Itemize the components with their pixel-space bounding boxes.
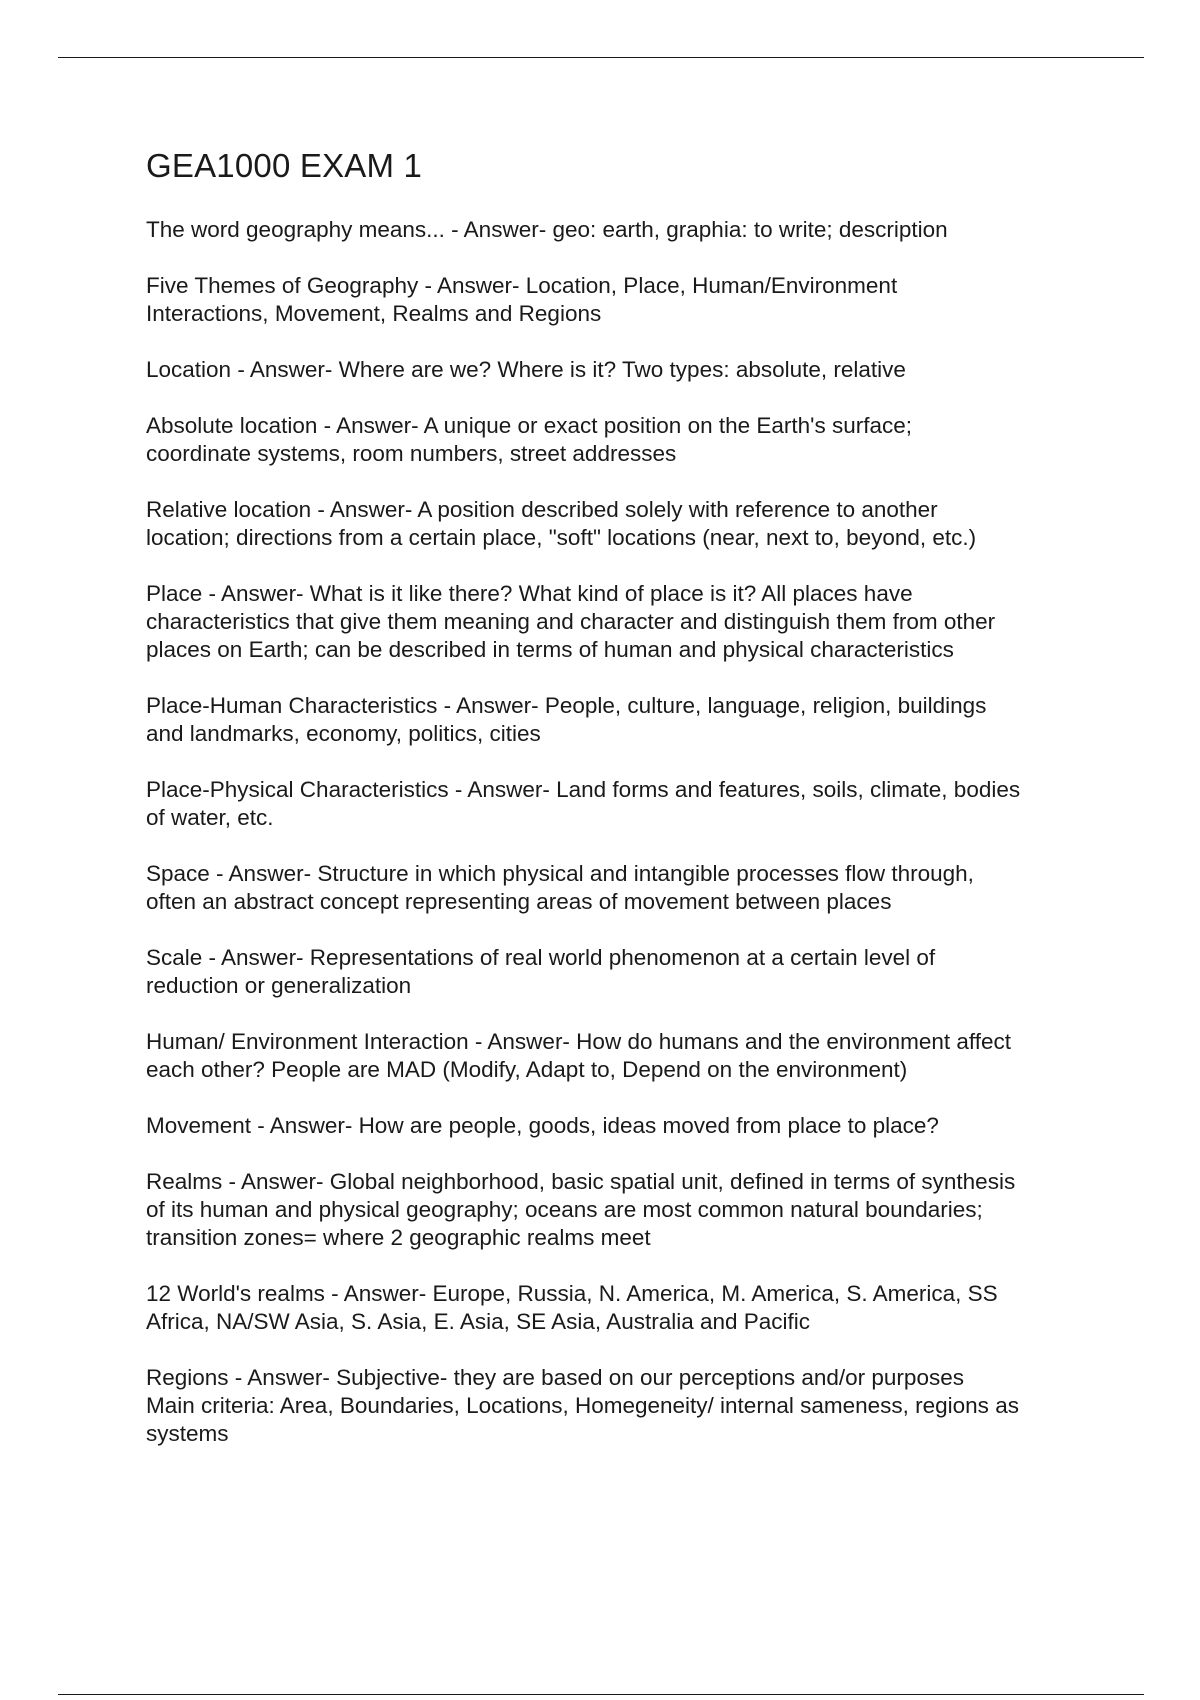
qa-entry: Place-Physical Characteristics - Answer- Land forms and features, soils, climate, bodies of water, etc. xyxy=(146,777,1021,830)
qa-entry: Place - Answer- What is it like there? What kind of place is it? All places have characteristics that give them meaning and character and distinguish them from other places on Earth; can be described in terms of human and physical characteristics xyxy=(146,581,996,662)
qa-entry: Place-Human Characteristics - Answer- People, culture, language, religion, buildings and landmarks, economy, politics, cities xyxy=(146,693,987,746)
document-title: GEA1000 EXAM 1 xyxy=(146,147,423,184)
qa-entry: Realms - Answer- Global neighborhood, basic spatial unit, defined in terms of synthesis of its human and physical geography; oceans are most common natural boundaries; transition zones= where 2 geographic realms meet xyxy=(146,1169,1016,1250)
document-body xyxy=(146,142,1106,1476)
bottom-divider xyxy=(58,1694,1144,1695)
qa-entry: Relative location - Answer- A position described solely with reference to another location; directions from a certain place, "soft" locations (near, next to, beyond, etc.) xyxy=(146,497,977,550)
qa-entry: The word geography means... - Answer- geo: earth, graphia: to write; description xyxy=(146,217,948,242)
top-divider xyxy=(58,57,1144,58)
qa-entry: Location - Answer- Where are we? Where is it? Two types: absolute, relative xyxy=(146,357,906,382)
qa-entry: Five Themes of Geography - Answer- Location, Place, Human/Environment Interactions, Movement, Realms and Regions xyxy=(146,273,898,326)
qa-entry: Scale - Answer- Representations of real world phenomenon at a certain level of reduction or generalization xyxy=(146,945,936,998)
qa-entry: Movement - Answer- How are people, goods, ideas moved from place to place? xyxy=(146,1113,939,1138)
qa-entry: Human/ Environment Interaction - Answer- How do humans and the environment affect each other? People are MAD (Modify, Adapt to, Depend on the environment) xyxy=(146,1029,1012,1082)
qa-entry: Absolute location - Answer- A unique or exact position on the Earth's surface; coordinate systems, room numbers, street addresses xyxy=(146,413,912,466)
qa-list xyxy=(146,216,1106,1448)
qa-entry: 12 World's realms - Answer- Europe, Russia, N. America, M. America, S. America, SS Africa, NA/SW Asia, S. Asia, E. Asia, SE Asia, Australia and Pacific xyxy=(146,1281,998,1334)
qa-entry: Regions - Answer- Subjective- they are based on our perceptions and/or purposes Main criteria: Area, Boundaries, Locations, Homegeneity/ internal sameness, regions as systems xyxy=(146,1365,1019,1446)
qa-entry: Space - Answer- Structure in which physical and intangible processes flow through, often an abstract concept representing areas of movement between places xyxy=(146,861,974,914)
